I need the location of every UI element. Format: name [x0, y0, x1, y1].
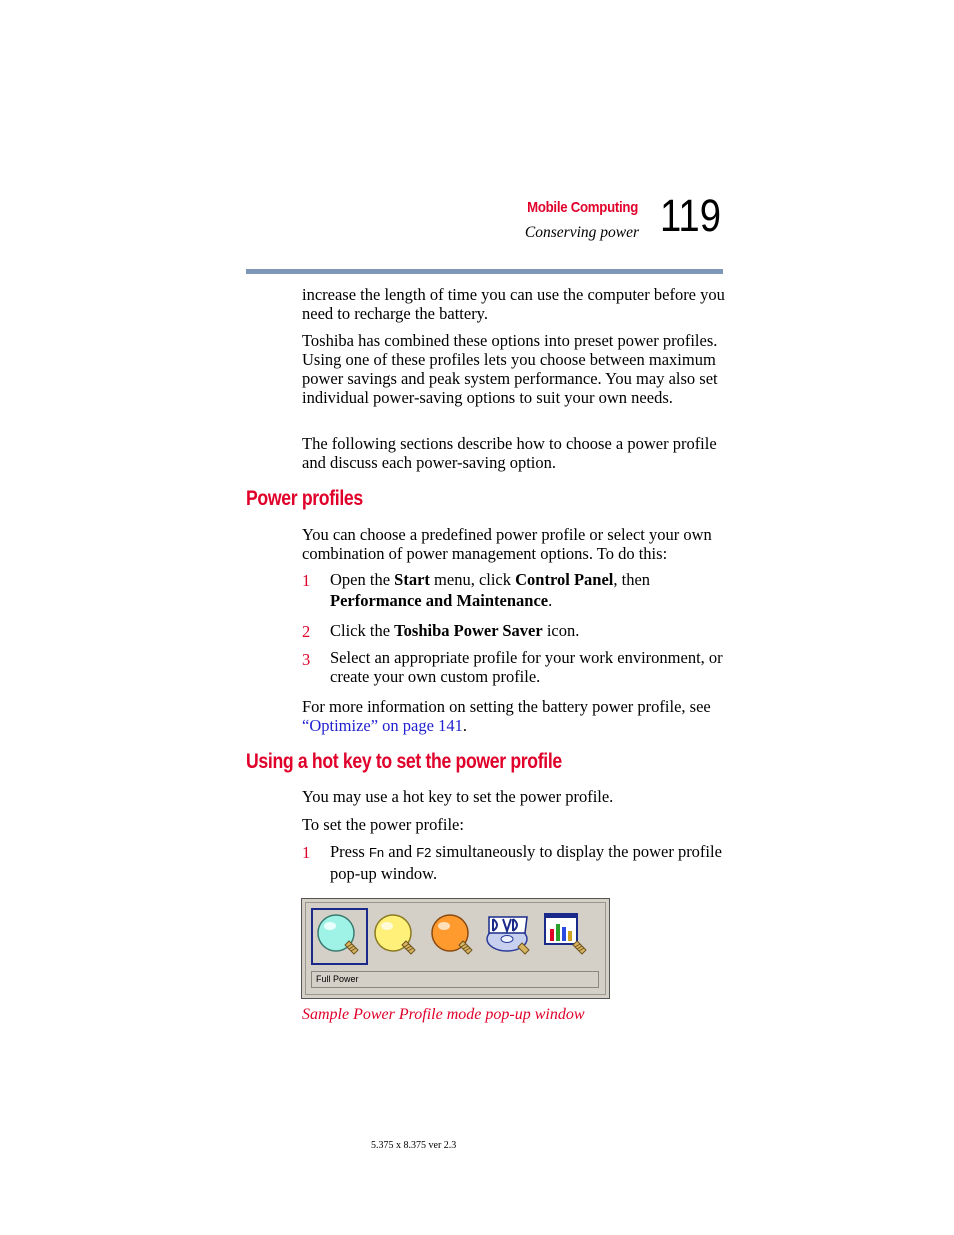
step-text: Open the Start menu, click Control Panel, then Performance and Maintenance. [330, 570, 651, 610]
key-name: F2 [416, 845, 432, 860]
profile-name-field: Full Power [311, 971, 599, 988]
paragraph: To set the power profile: [302, 815, 464, 834]
page-number: 119 [660, 190, 721, 241]
header-rule [246, 269, 723, 274]
popup-panel [305, 902, 606, 995]
step-number: 1 [302, 571, 311, 590]
step-text: Click the Toshiba Power Saver icon. [330, 621, 580, 640]
paragraph: For more information on setting the battery power profile, see “Optimize” on page 141. [302, 697, 711, 735]
section-heading-power-profiles: Power profiles [246, 487, 363, 510]
figure-caption: Sample Power Profile mode pop-up window [302, 1006, 585, 1023]
paragraph: increase the length of time you can use the computer before you need to recharge the battery. [302, 285, 725, 323]
dvd-icon[interactable] [483, 909, 538, 964]
power-profile-popup [301, 898, 610, 999]
section-heading-hot-key: Using a hot key to set the power profile [246, 750, 562, 773]
paragraph: The following sections describe how to choose a power profile and discuss each power-saving option. [302, 434, 717, 472]
menu-term: Performance and Maintenance [330, 591, 549, 610]
menu-term: Start [394, 570, 430, 589]
menu-term: Control Panel [515, 570, 614, 589]
step-text: Press Fn and F2 simultaneously to display the power profile pop-up window. [330, 842, 722, 883]
step-number: 2 [302, 622, 311, 641]
menu-term: Toshiba Power Saver [394, 621, 543, 640]
running-header-section: Mobile Computing [527, 199, 638, 216]
paragraph: Toshiba has combined these options into preset power profiles. Using one of these profiles lets you choose between maximum power savings and peak system performance. You may also set individual power-saving options to suit your own needs. [302, 331, 718, 407]
bulb-orange-icon[interactable] [426, 909, 481, 964]
running-header-subsection: Conserving power [524, 224, 639, 241]
presentation-icon[interactable] [540, 909, 595, 964]
cross-reference-link[interactable]: “Optimize” on page 141 [302, 716, 463, 735]
paragraph: You can choose a predefined power profile or select your own combination of power management options. To do this: [302, 525, 712, 563]
bulb-yellow-icon[interactable] [369, 909, 424, 964]
key-name: Fn [368, 845, 385, 860]
footer-version: 5.375 x 8.375 ver 2.3 [371, 1140, 457, 1151]
step-text: Select an appropriate profile for your work environment, or create your own custom profile. [330, 648, 723, 686]
bulb-cyan-icon[interactable] [312, 909, 367, 964]
step-number: 1 [302, 843, 311, 862]
paragraph: You may use a hot key to set the power profile. [302, 787, 614, 806]
step-number: 3 [302, 650, 311, 669]
